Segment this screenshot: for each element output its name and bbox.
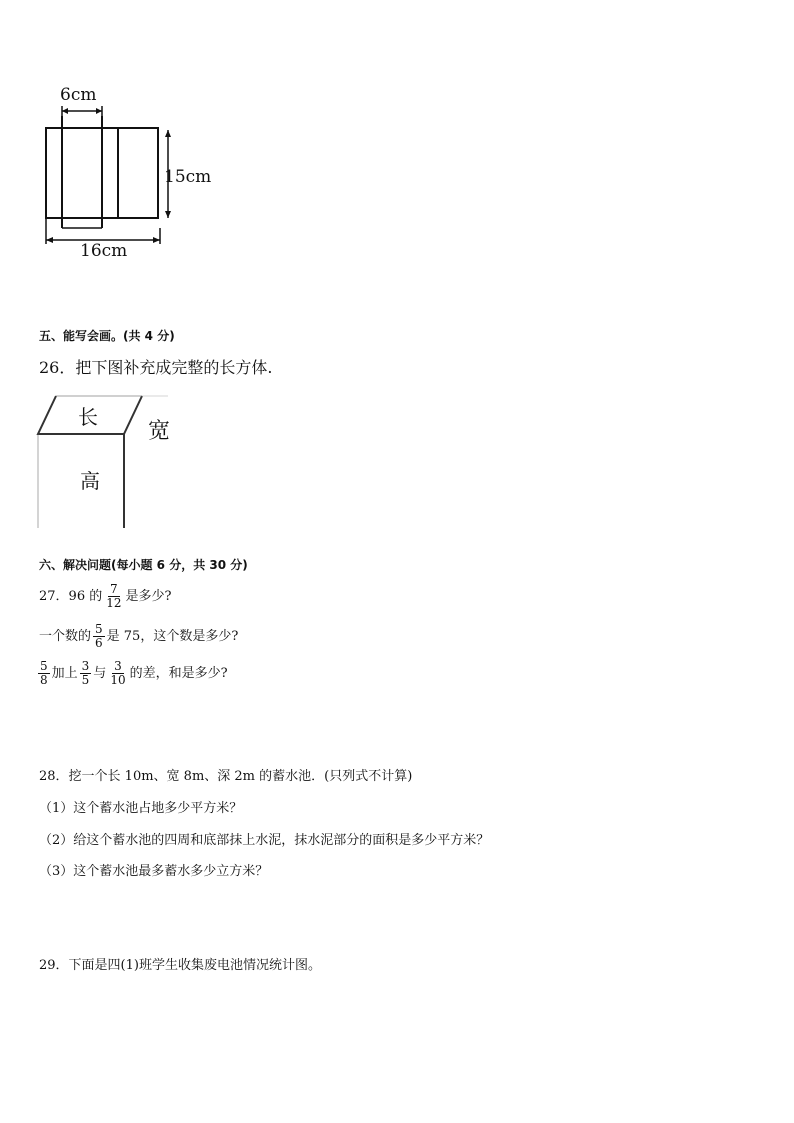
q27-line3-mid2: 与: [93, 666, 107, 682]
q27-line1-suffix: 是多少?: [125, 589, 172, 605]
cuboid-partial-figure: [36, 388, 206, 533]
fraction-denominator: 8: [40, 673, 48, 688]
fraction-denominator: 5: [81, 673, 90, 688]
q26-text: 26．把下图补充成完整的长方体.: [39, 358, 273, 377]
fraction-numerator: 5: [40, 659, 48, 673]
q27-line3-mid1: 加上: [51, 666, 78, 682]
fraction: [108, 660, 127, 687]
q28-sub1: （1）这个蓄水池占地多少平方米？: [39, 801, 243, 816]
fraction-denominator: 12: [106, 596, 122, 611]
fraction: [104, 583, 123, 610]
length-label: 长: [78, 405, 98, 429]
q27-line1-prefix: 27．96 的: [39, 589, 103, 605]
fraction: [38, 660, 50, 687]
q27-line3-suffix: 的差，和是多少?: [129, 666, 228, 682]
bottom-dimension-label: 16cm: [80, 241, 128, 261]
fraction-numerator: 7: [110, 582, 118, 596]
top-dimension-label: 6cm: [60, 85, 97, 105]
q27-line2: [39, 623, 238, 650]
q28-sub3: （3）这个蓄水池最多蓄水多少立方米？: [39, 864, 269, 879]
q28-text: 28．挖一个长 10m、宽 8m、深 2m 的蓄水池．(只列式不计算): [39, 769, 413, 784]
q27-line2-prefix: 一个数的: [39, 629, 92, 645]
q27-line3: [36, 660, 228, 687]
cylinder-net-figure: [30, 78, 240, 268]
fraction-numerator: 5: [95, 622, 103, 636]
fraction-numerator: 3: [114, 659, 122, 673]
q28-sub2: （2）给这个蓄水池的四周和底部抹上水泥，抹水泥部分的面积是多少平方米？: [39, 833, 490, 848]
q27-line1: [39, 583, 171, 610]
section5-heading: 五、能写会画。(共 4 分): [39, 329, 175, 343]
fraction: [93, 623, 105, 650]
fraction-numerator: 3: [81, 659, 90, 673]
fraction-denominator: 10: [110, 673, 126, 688]
q27-line2-suffix: 是 75，这个数是多少?: [106, 629, 239, 645]
width-label: 宽: [148, 419, 171, 444]
section6-heading: 六、解决问题(每小题 6 分，共 30 分): [39, 558, 248, 572]
height-label: 高: [80, 469, 100, 493]
fraction-denominator: 6: [95, 636, 103, 651]
fraction: [80, 660, 92, 687]
right-dimension-label: 15cm: [164, 167, 212, 187]
q29-text: 29．下面是四(1)班学生收集废电池情况统计图。: [39, 958, 321, 973]
